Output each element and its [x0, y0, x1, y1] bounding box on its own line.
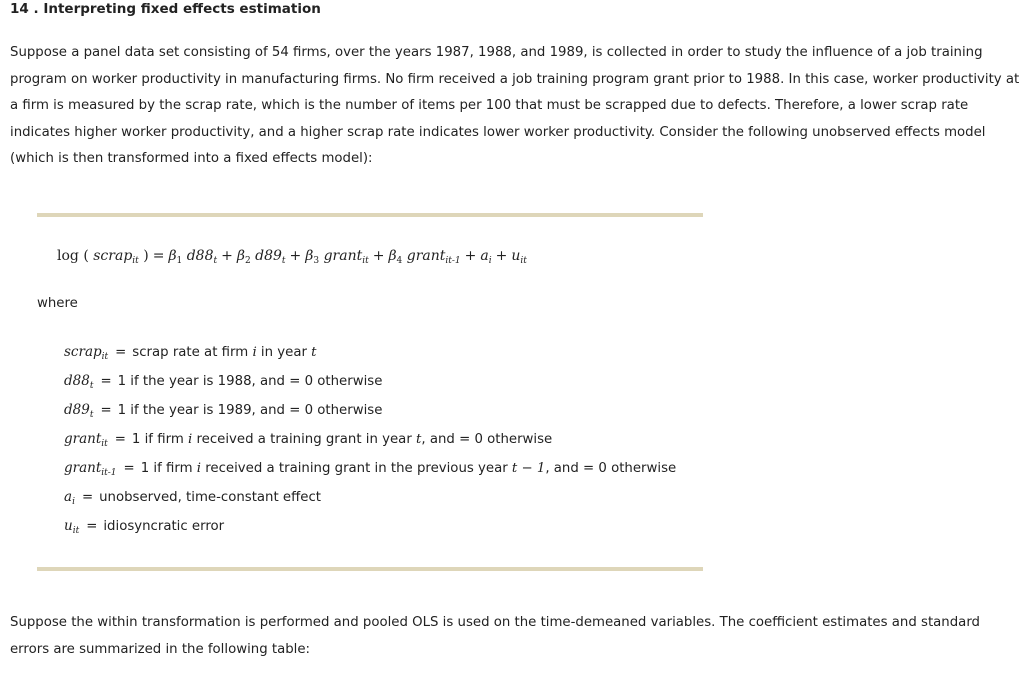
def-equals: =: [100, 403, 112, 418]
def-text: 1 if the year is 1988, and = 0 otherwise: [117, 374, 383, 389]
eq-plus-3: +: [372, 248, 385, 264]
def-subscript: it-1: [101, 468, 117, 478]
eq-beta3-subscript: 3: [313, 256, 320, 266]
def-text-after: , and = 0 otherwise: [421, 432, 553, 447]
def-text-mid: received a training grant in year: [192, 432, 417, 447]
def-subscript: it: [101, 352, 109, 362]
eq-equals: =: [152, 248, 165, 264]
def-equals: =: [81, 490, 94, 505]
outro-paragraph: Suppose the within transformation is performed and pooled OLS is used on the time-demeaned variables. The coefficient estimates and standard errors are summarized in the following table:: [10, 615, 980, 657]
def-symbol: u: [64, 518, 73, 534]
def-symbol: d89: [64, 402, 90, 418]
eq-d88: d88: [186, 248, 214, 264]
eq-d88-subscript: t: [213, 256, 218, 266]
definition-row: [64, 515, 676, 544]
eq-beta3: β: [305, 248, 314, 264]
eq-grant: grant: [323, 248, 363, 264]
eq-plus-2: +: [289, 248, 302, 264]
def-subscript: t: [89, 381, 94, 391]
def-equals: =: [115, 345, 127, 360]
eq-a: a: [480, 248, 489, 264]
eq-open-paren: (: [78, 248, 94, 264]
eq-grant-subscript: it: [362, 256, 369, 266]
def-var: i: [188, 432, 193, 447]
def-symbol: grant: [64, 460, 102, 476]
definition-row: [64, 457, 676, 486]
def-var: i: [252, 345, 257, 360]
def-text: 1 if the year is 1989, and = 0 otherwise: [117, 403, 383, 418]
intro-paragraph: Suppose a panel data set consisting of 54 firms, over the years 1987, 1988, and 1989, is collected in order to study the influence of a job training program on worker productivity in manufacturing firms. No firm received a job training program grant prior to 1988. In this case, worker productivity at a firm is measured by the scrap rate, which is the number of items per 100 that must be scrapped due to defects. Therefore, a lower scrap rate indicates higher worker productivity, and a higher scrap rate indicates lower worker productivity. Consider the following unobserved effects model (which is then transformed into a fixed effects model):: [10, 45, 1020, 166]
def-subscript: it: [72, 526, 80, 536]
eq-beta2-subscript: 2: [244, 256, 251, 266]
def-var: t − 1: [511, 461, 546, 476]
eq-scrap-subscript: it: [132, 256, 139, 266]
definition-row: [64, 399, 676, 428]
eq-plus-4: +: [464, 248, 477, 264]
def-equals: =: [100, 374, 112, 389]
eq-u-subscript: it: [520, 256, 527, 266]
eq-plus-1: +: [221, 248, 233, 264]
def-text-after: , and = 0 otherwise: [545, 461, 677, 476]
definition-row: [64, 428, 676, 457]
def-var: i: [196, 461, 202, 476]
eq-u: u: [511, 248, 521, 264]
definition-row: [64, 370, 676, 399]
def-text: idiosyncratic error: [103, 519, 225, 534]
def-text: 1 if firm: [131, 432, 188, 447]
def-equals: =: [123, 461, 135, 476]
eq-beta1: β: [168, 248, 177, 264]
divider-bottom: [37, 567, 703, 571]
def-subscript: t: [89, 410, 94, 420]
eq-a-subscript: i: [488, 256, 492, 266]
def-text: unobserved, time-constant effect: [99, 490, 321, 505]
eq-beta2: β: [236, 248, 245, 264]
eq-grant-lag: grant: [406, 248, 446, 264]
eq-beta4: β: [388, 248, 397, 264]
def-subscript: it: [101, 439, 108, 449]
def-text-mid: in year: [256, 345, 312, 360]
def-symbol: d88: [64, 373, 90, 389]
question-title-text: Interpreting fixed effects estimation: [43, 1, 321, 17]
def-symbol: a: [64, 489, 73, 505]
eq-plus-5: +: [495, 248, 508, 264]
question-separator: .: [28, 1, 44, 17]
def-text-mid: received a training grant in the previous year: [201, 461, 512, 476]
where-label: where: [37, 296, 78, 311]
def-text: 1 if firm: [140, 461, 197, 476]
def-equals: =: [86, 519, 98, 534]
def-symbol: grant: [64, 431, 102, 447]
def-subscript: i: [72, 497, 75, 507]
def-equals: =: [114, 432, 126, 447]
def-text: scrap rate at firm: [132, 345, 253, 360]
eq-close-paren: ): [138, 248, 149, 264]
eq-d89: d89: [255, 248, 282, 264]
eq-scrap: scrap: [93, 248, 133, 264]
definition-row: [64, 486, 676, 515]
question-number: 14: [10, 1, 29, 17]
question-title: [10, 1, 321, 17]
eq-log: log: [57, 248, 79, 264]
eq-beta1-subscript: 1: [176, 256, 183, 266]
divider-top: [37, 213, 703, 217]
model-equation: [57, 248, 527, 266]
eq-grant-lag-subscript: it-1: [445, 256, 461, 266]
eq-beta4-subscript: 4: [396, 256, 403, 266]
def-symbol: scrap: [64, 344, 102, 360]
def-var: t: [311, 345, 317, 360]
definition-row: [64, 341, 676, 370]
definitions-list: [64, 341, 676, 544]
def-var: t: [416, 432, 422, 447]
eq-d89-subscript: t: [281, 256, 286, 266]
